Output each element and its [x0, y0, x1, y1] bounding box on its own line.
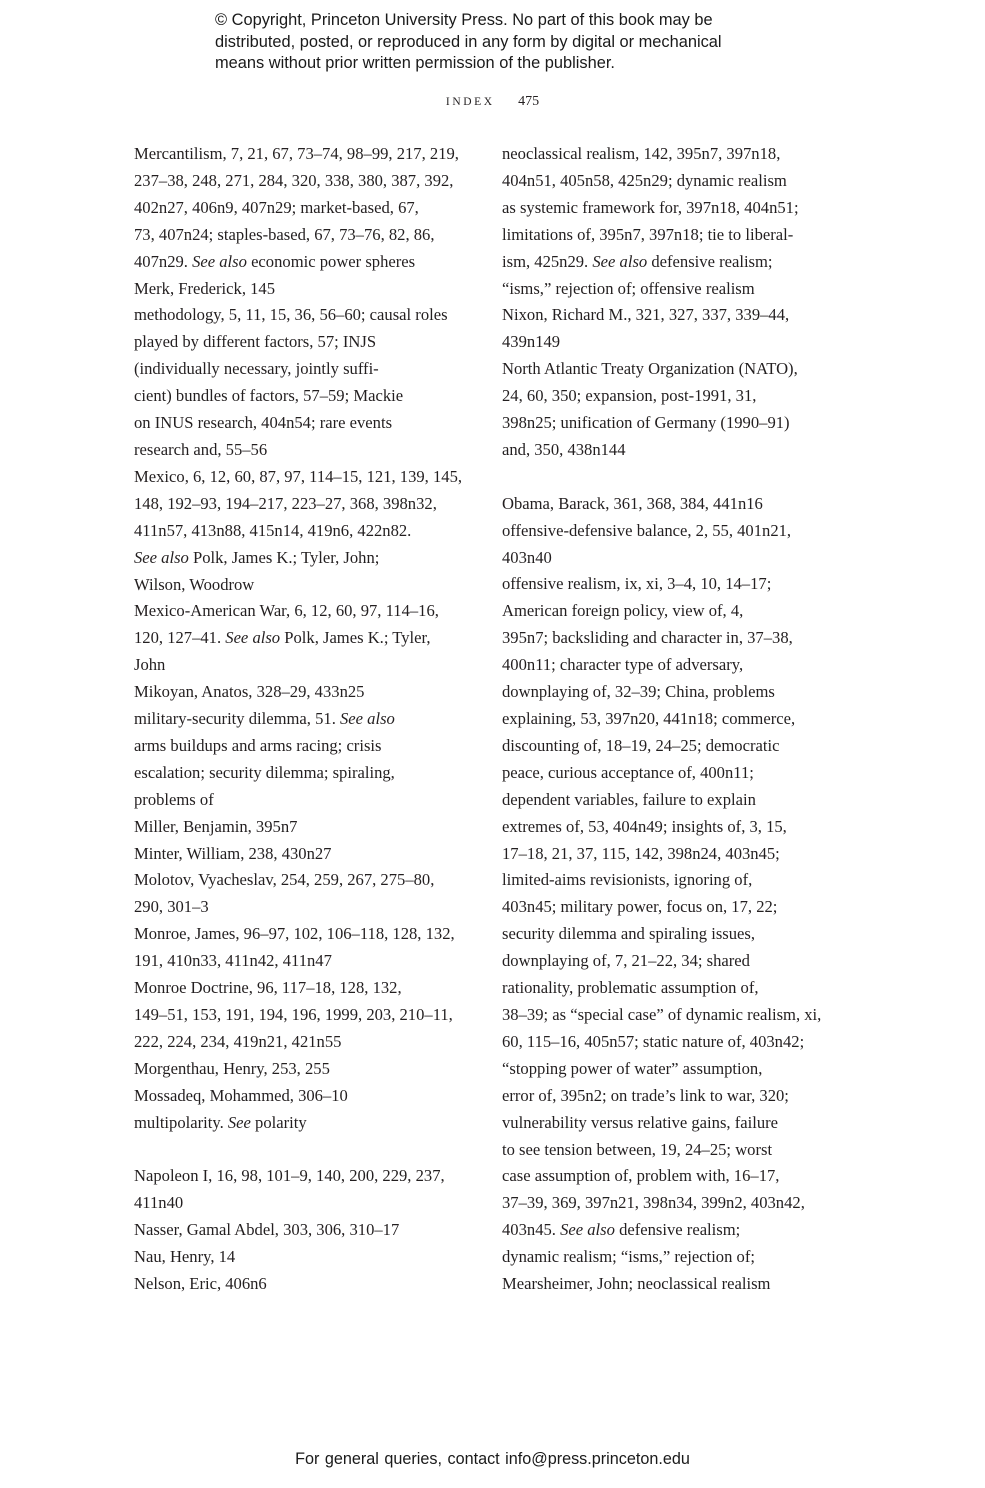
index-entry-line: 403n45; military power, focus on, 17, 22;	[502, 897, 778, 917]
index-entry	[134, 921, 479, 975]
index-entry-line: Wilson, Woodrow	[134, 574, 255, 594]
index-entry-line: explaining, 53, 397n20, 441n18; commerce,	[502, 709, 796, 729]
index-entry-line: 37–39, 369, 397n21, 398n34, 399n2, 403n42,	[502, 1193, 805, 1213]
index-entry	[134, 841, 479, 868]
index-entry-line: Mexico-American War, 6, 12, 60, 97, 114–16,	[134, 601, 439, 621]
index-entry-line: (individually necessary, jointly suffi-	[134, 359, 379, 379]
index-entry-line: 404n51, 405n58, 425n29; dynamic realism	[502, 170, 787, 190]
index-entry-line: on INUS research, 404n54; rare events	[134, 413, 393, 433]
index-entry-line: 395n7; backsliding and character in, 37–38,	[502, 628, 793, 648]
index-entry	[134, 1163, 479, 1217]
index-entry-line: Napoleon I, 16, 98, 101–9, 140, 200, 229, 237,	[134, 1166, 445, 1186]
index-entry-line: 411n40	[134, 1193, 184, 1213]
index-entry-line: Mossadeq, Mohammed, 306–10	[134, 1085, 348, 1105]
index-entry	[134, 464, 479, 599]
index-entry-line: 402n27, 406n9, 407n29; market-based, 67,	[134, 197, 419, 217]
index-entry	[502, 518, 847, 572]
index-entry	[134, 1244, 479, 1271]
index-entry-line: problems of	[134, 789, 214, 809]
index-entry-line: cient) bundles of factors, 57–59; Mackie	[134, 386, 404, 406]
index-entry-line: dynamic realism; “isms,” rejection of;	[502, 1247, 755, 1267]
index-entry-line: 191, 410n33, 411n42, 411n47	[134, 951, 332, 971]
index-entry-line: Nasser, Gamal Abdel, 303, 306, 310–17	[134, 1220, 400, 1240]
index-entry-line: 73, 407n24; staples-based, 67, 73–76, 82, 86,	[134, 224, 435, 244]
index-entry-line: 290, 301–3	[134, 897, 209, 917]
index-entry-line: Obama, Barack, 361, 368, 384, 441n16	[502, 493, 763, 513]
index-entry-line: 120, 127–41. See also Polk, James K.; Tyler,	[134, 628, 431, 648]
index-entry-line: research and, 55–56	[134, 439, 268, 459]
index-entry-line: to see tension between, 19, 24–25; worst	[502, 1139, 773, 1159]
cross-reference-marker: See also	[560, 1220, 615, 1240]
index-entry	[134, 975, 479, 1056]
index-entry-line: 237–38, 248, 271, 284, 320, 338, 380, 387, 392,	[134, 170, 454, 190]
index-entry-line: 400n11; character type of adversary,	[502, 655, 744, 675]
index-entry-line: neoclassical realism, 142, 395n7, 397n18,	[502, 144, 781, 163]
cross-reference-marker: See also	[225, 628, 281, 648]
index-entry-line: peace, curious acceptance of, 400n11;	[502, 762, 754, 782]
index-entry-line: Mexico, 6, 12, 60, 87, 97, 114–15, 121, 139, 145,	[134, 466, 463, 486]
index-entry-line: Monroe, James, 96–97, 102, 106–118, 128, 132,	[134, 924, 455, 944]
index-entry-line: discounting of, 18–19, 24–25; democratic	[502, 735, 780, 755]
index-entry-line: escalation; security dilemma; spiraling,	[134, 762, 395, 782]
index-entry	[134, 1110, 479, 1137]
running-head	[0, 93, 985, 110]
index-entry-line: Nixon, Richard M., 321, 327, 337, 339–44,	[502, 305, 790, 325]
index-entry	[134, 598, 479, 679]
index-entry-line: 411n57, 413n88, 415n14, 419n6, 422n82.	[134, 520, 412, 540]
index-entry-line: dependent variables, failure to explain	[502, 789, 756, 809]
index-entry-line: vulnerability versus relative gains, failure	[502, 1112, 779, 1132]
index-entry-line: Miller, Benjamin, 395n7	[134, 816, 298, 836]
index-entry	[134, 302, 479, 463]
index-entry-line: American foreign policy, view of, 4,	[502, 601, 744, 621]
index-entry-line: Minter, William, 238, 430n27	[134, 843, 332, 863]
index-entry-line: Mikoyan, Anatos, 328–29, 433n25	[134, 682, 365, 702]
index-entry-line: North Atlantic Treaty Organization (NATO),	[502, 359, 798, 379]
index-entry	[502, 141, 847, 302]
index-entry-line: 17–18, 21, 37, 115, 142, 398n24, 403n45;	[502, 843, 780, 863]
index-entry-line: downplaying of, 7, 21–22, 34; shared	[502, 951, 750, 971]
copyright-notice	[215, 10, 815, 75]
index-entry	[134, 679, 479, 706]
index-entry	[134, 276, 479, 303]
index-entry-line: 24, 60, 350; expansion, post-1991, 31,	[502, 386, 757, 406]
index-entry-line: See also Polk, James K.; Tyler, John;	[134, 547, 380, 567]
index-entry-line: Morgenthau, Henry, 253, 255	[134, 1058, 330, 1078]
index-entry-line: 38–39; as “special case” of dynamic realism, xi,	[502, 1004, 822, 1024]
index-entry-line: and, 350, 438n144	[502, 439, 626, 459]
index-entry-line: downplaying of, 32–39; China, problems	[502, 682, 775, 702]
index-entry-line: 149–51, 153, 191, 194, 196, 1999, 203, 210–11,	[134, 1005, 453, 1024]
index-entry	[134, 867, 479, 921]
cross-reference-marker: See also	[340, 709, 395, 729]
index-entry-line: 148, 192–93, 194–217, 223–27, 368, 398n32,	[134, 493, 437, 513]
index-entry-line: 407n29. See also economic power spheres	[134, 251, 416, 271]
index-entry-line: case assumption of, problem with, 16–17,	[502, 1166, 780, 1186]
index-entry	[134, 1217, 479, 1244]
cross-reference-marker: See also	[192, 251, 247, 271]
index-column-right	[502, 141, 847, 1298]
index-entry	[134, 141, 479, 276]
index-entry	[502, 356, 847, 464]
index-entry-line: rationality, problematic assumption of,	[502, 978, 759, 998]
index-entry-line: “isms,” rejection of; offensive realism	[502, 278, 755, 298]
running-head-label: INDEX	[445, 96, 495, 108]
index-entry-line: John	[134, 655, 166, 675]
cross-reference-marker: See also	[592, 251, 648, 271]
copyright-line: distributed, posted, or reproduced in any form by digital or mechanical	[215, 32, 722, 51]
index-entry-line: “stopping power of water” assumption,	[502, 1058, 763, 1078]
index-column-left	[134, 141, 479, 1298]
index-entry-line: 403n40	[502, 547, 552, 567]
index-entry-line: limited-aims revisionists, ignoring of,	[502, 870, 753, 890]
index-entry-line: Merk, Frederick, 145	[134, 278, 276, 298]
index-entry-line: Molotov, Vyacheslav, 254, 259, 267, 275–80,	[134, 870, 435, 890]
index-entry-line: error of, 395n2; on trade’s link to war, 320;	[502, 1085, 789, 1105]
index-entry	[502, 491, 847, 518]
index-entry	[134, 1056, 479, 1083]
page-number: 475	[518, 94, 540, 109]
index-entry	[502, 571, 847, 1297]
index-entry-line: Monroe Doctrine, 96, 117–18, 128, 132,	[134, 978, 402, 998]
index-entry-line: Nelson, Eric, 406n6	[134, 1274, 267, 1294]
index-entry-line: offensive-defensive balance, 2, 55, 401n21,	[502, 520, 792, 540]
index-entry-line: offensive realism, ix, xi, 3–4, 10, 14–17;	[502, 574, 772, 594]
index-entry-line: 439n149	[502, 332, 561, 352]
index-entry-line: 398n25; unification of Germany (1990–91)	[502, 413, 790, 433]
index-entry-line: Mercantilism, 7, 21, 67, 73–74, 98–99, 217, 219,	[134, 144, 459, 163]
index-entry-line: arms buildups and arms racing; crisis	[134, 735, 382, 755]
copyright-line: means without prior written permission of the publisher.	[215, 54, 615, 72]
index-entry-line: multipolarity. See polarity	[134, 1112, 307, 1132]
cross-reference-marker: See also	[134, 547, 189, 567]
index-entry-line: Nau, Henry, 14	[134, 1247, 236, 1267]
index-entry-line: played by different factors, 57; INJS	[134, 332, 377, 352]
index-entry	[134, 1083, 479, 1110]
index-entry-line: limitations of, 395n7, 397n18; tie to liberal-	[502, 224, 794, 244]
index-entry	[134, 1271, 479, 1298]
copyright-line: © Copyright, Princeton University Press. No part of this book may be	[215, 11, 713, 29]
index-entry-line: ism, 425n29. See also defensive realism;	[502, 251, 773, 271]
footer-contact: For general queries, contact info@press.princeton.edu	[295, 1450, 690, 1468]
index-entry-line: 60, 115–16, 405n57; static nature of, 403n42;	[502, 1031, 805, 1051]
index-entry-line: as systemic framework for, 397n18, 404n51;	[502, 197, 799, 217]
index-entry	[502, 302, 847, 356]
index-entry-line: 403n45. See also defensive realism;	[502, 1220, 741, 1240]
index-entry-line: 222, 224, 234, 419n21, 421n55	[134, 1031, 342, 1051]
index-entry	[134, 814, 479, 841]
index-entry-line: military-security dilemma, 51. See also	[134, 709, 395, 729]
cross-reference-marker: See	[227, 1112, 251, 1132]
index-entry-line: methodology, 5, 11, 15, 36, 56–60; causal roles	[134, 305, 448, 325]
index-entry-line: security dilemma and spiraling issues,	[502, 924, 756, 944]
index-entry-line: extremes of, 53, 404n49; insights of, 3, 15,	[502, 816, 787, 836]
index-entry-line: Mearsheimer, John; neoclassical realism	[502, 1274, 771, 1294]
index-entry	[134, 706, 479, 814]
